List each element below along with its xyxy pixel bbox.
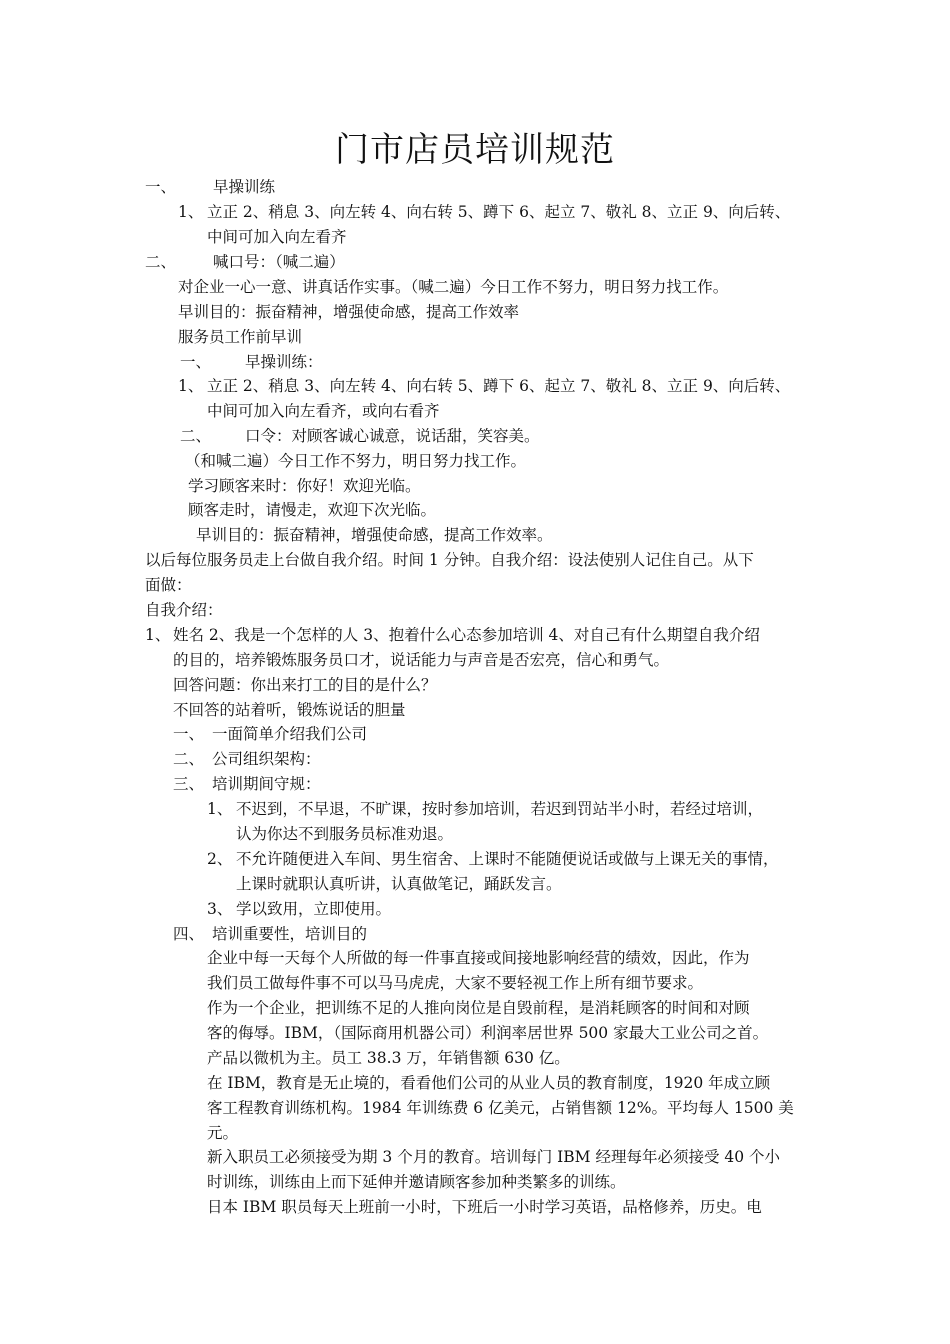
- staff-training-heading: 服务员工作前早训: [178, 328, 303, 346]
- section-4-heading: 培训重要性，培训目的: [212, 925, 368, 943]
- intro-paragraph-line-1: 以后每位服务员走上台做自我介绍。时间 1 分钟。自我介绍：设法使别人记住自己。从下: [145, 551, 754, 569]
- body-line: 作为一个企业，把训练不足的人推向岗位是自毁前程，是消耗顾客的时间和对顾: [207, 999, 750, 1017]
- document-title: 门市店员培训规范: [335, 130, 615, 170]
- chant-line: （和喊二遍）今日工作不努力，明日努力找工作。: [185, 452, 527, 470]
- rule-line-1: 不允许随便进入车间、男生宿舍、上课时不能随便说话或做与上课无关的事情，: [236, 850, 779, 868]
- drill-1-line-1: 立正 2、稍息 3、向左转 4、向右转 5、蹲下 6、起立 7、敬礼 8、立正 9、向后转、: [207, 203, 791, 221]
- outline-item-text: 一面简单介绍我们公司: [212, 725, 368, 743]
- intro-item-line-1: 姓名 2、我是一个怎样的人 3、抱着什么心态参加培训 4、对自己有什么期望自我介绍: [173, 626, 760, 644]
- standing-line: 不回答的站着听，锻炼说话的胆量: [173, 701, 406, 719]
- body-line: 新入职员工必须接受为期 3 个月的教育。培训每门 IBM 经理每年必须接受 40 个小: [207, 1148, 781, 1166]
- drill-1-line-2: 中间可加入向左看齐: [207, 228, 347, 246]
- rule-line-2: 上课时就职认真听讲，认真做笔记，踊跃发言。: [236, 875, 562, 893]
- rule-line-1: 不迟到，不早退，不旷课，按时参加培训，若迟到罚站半小时，若经过培训，: [236, 800, 764, 818]
- welcome-line: 学习顾客来时：你好！欢迎光临。: [188, 477, 421, 495]
- rule-number: 2、: [207, 850, 233, 868]
- section-4-number: 四、: [173, 925, 205, 943]
- drill-2-line-1: 立正 2、稍息 3、向左转 4、向右转 5、蹲下 6、起立 7、敬礼 8、立正 9、向后转、: [207, 377, 791, 395]
- self-intro-label: 自我介绍：: [145, 601, 223, 619]
- sub-1-heading: 早操训练：: [245, 353, 323, 371]
- sub-1-number: 一、: [180, 353, 212, 371]
- intro-item-line-2: 的目的，培养锻炼服务员口才，说话能力与声音是否宏亮，信心和勇气。: [173, 651, 670, 669]
- rule-line-1: 学以致用，立即使用。: [236, 900, 392, 918]
- section-1-number: 一、: [145, 178, 177, 196]
- purpose-line-1: 早训目的：振奋精神，增强使命感，提高工作效率: [178, 303, 520, 321]
- intro-item-number: 1、: [145, 626, 171, 644]
- drill-2-number: 1、: [178, 377, 204, 395]
- sub-2-heading: 口令：对顾客诚心诚意，说话甜，笑容美。: [245, 427, 540, 445]
- outline-item-number: 一、: [173, 725, 205, 743]
- sub-2-number: 二、: [180, 427, 212, 445]
- body-line: 我们员工做每件事不可以马马虎虎，大家不要轻视工作上所有细节要求。: [207, 974, 704, 992]
- section-2-number: 二、: [145, 253, 177, 271]
- purpose-line-2: 早训目的：振奋精神，增强使命感，提高工作效率。: [196, 526, 553, 544]
- body-line: 客工程教育训练机构。1984 年训练费 6 亿美元，占销售额 12%。平均每人 1500 美: [207, 1099, 794, 1117]
- body-line: 在 IBM，教育是无止境的，看看他们公司的从业人员的教育制度，1920 年成立顾: [207, 1074, 771, 1092]
- section-2-heading: 喊口号：（喊二遍）: [213, 253, 345, 271]
- outline-item-number: 二、: [173, 750, 205, 768]
- body-line: 企业中每一天每个人所做的每一件事直接或间接地影响经营的绩效，因此，作为: [207, 949, 750, 967]
- question-line: 回答问题：你出来打工的目的是什么？: [173, 676, 437, 694]
- outline-item-text: 培训期间守规：: [212, 775, 321, 793]
- outline-item-number: 三、: [173, 775, 205, 793]
- body-line: 元。: [207, 1124, 239, 1142]
- rule-line-2: 认为你达不到服务员标准劝退。: [236, 825, 454, 843]
- rule-number: 1、: [207, 800, 233, 818]
- farewell-line: 顾客走时，请慢走，欢迎下次光临。: [188, 501, 437, 519]
- intro-paragraph-line-2: 面做：: [145, 576, 192, 594]
- drill-2-line-2: 中间可加入向左看齐，或向右看齐: [207, 402, 440, 420]
- body-line: 客的侮辱。IBM，（国际商用机器公司）利润率居世界 500 家最大工业公司之首。: [207, 1024, 769, 1042]
- slogan-line: 对企业一心一意、讲真话作实事。（喊二遍）今日工作不努力，明日努力找工作。: [178, 278, 729, 296]
- body-line: 日本 IBM 职员每天上班前一小时，下班后一小时学习英语，品格修养，历史。电: [207, 1198, 762, 1216]
- outline-item-text: 公司组织架构：: [212, 750, 321, 768]
- body-line: 产品以微机为主。员工 38.3 万，年销售额 630 亿。: [207, 1049, 570, 1067]
- drill-1-number: 1、: [178, 203, 204, 221]
- section-1-heading: 早操训练: [213, 178, 276, 196]
- body-line: 时训练，训练由上而下延伸并邀请顾客参加种类繁多的训练。: [207, 1173, 626, 1191]
- rule-number: 3、: [207, 900, 233, 918]
